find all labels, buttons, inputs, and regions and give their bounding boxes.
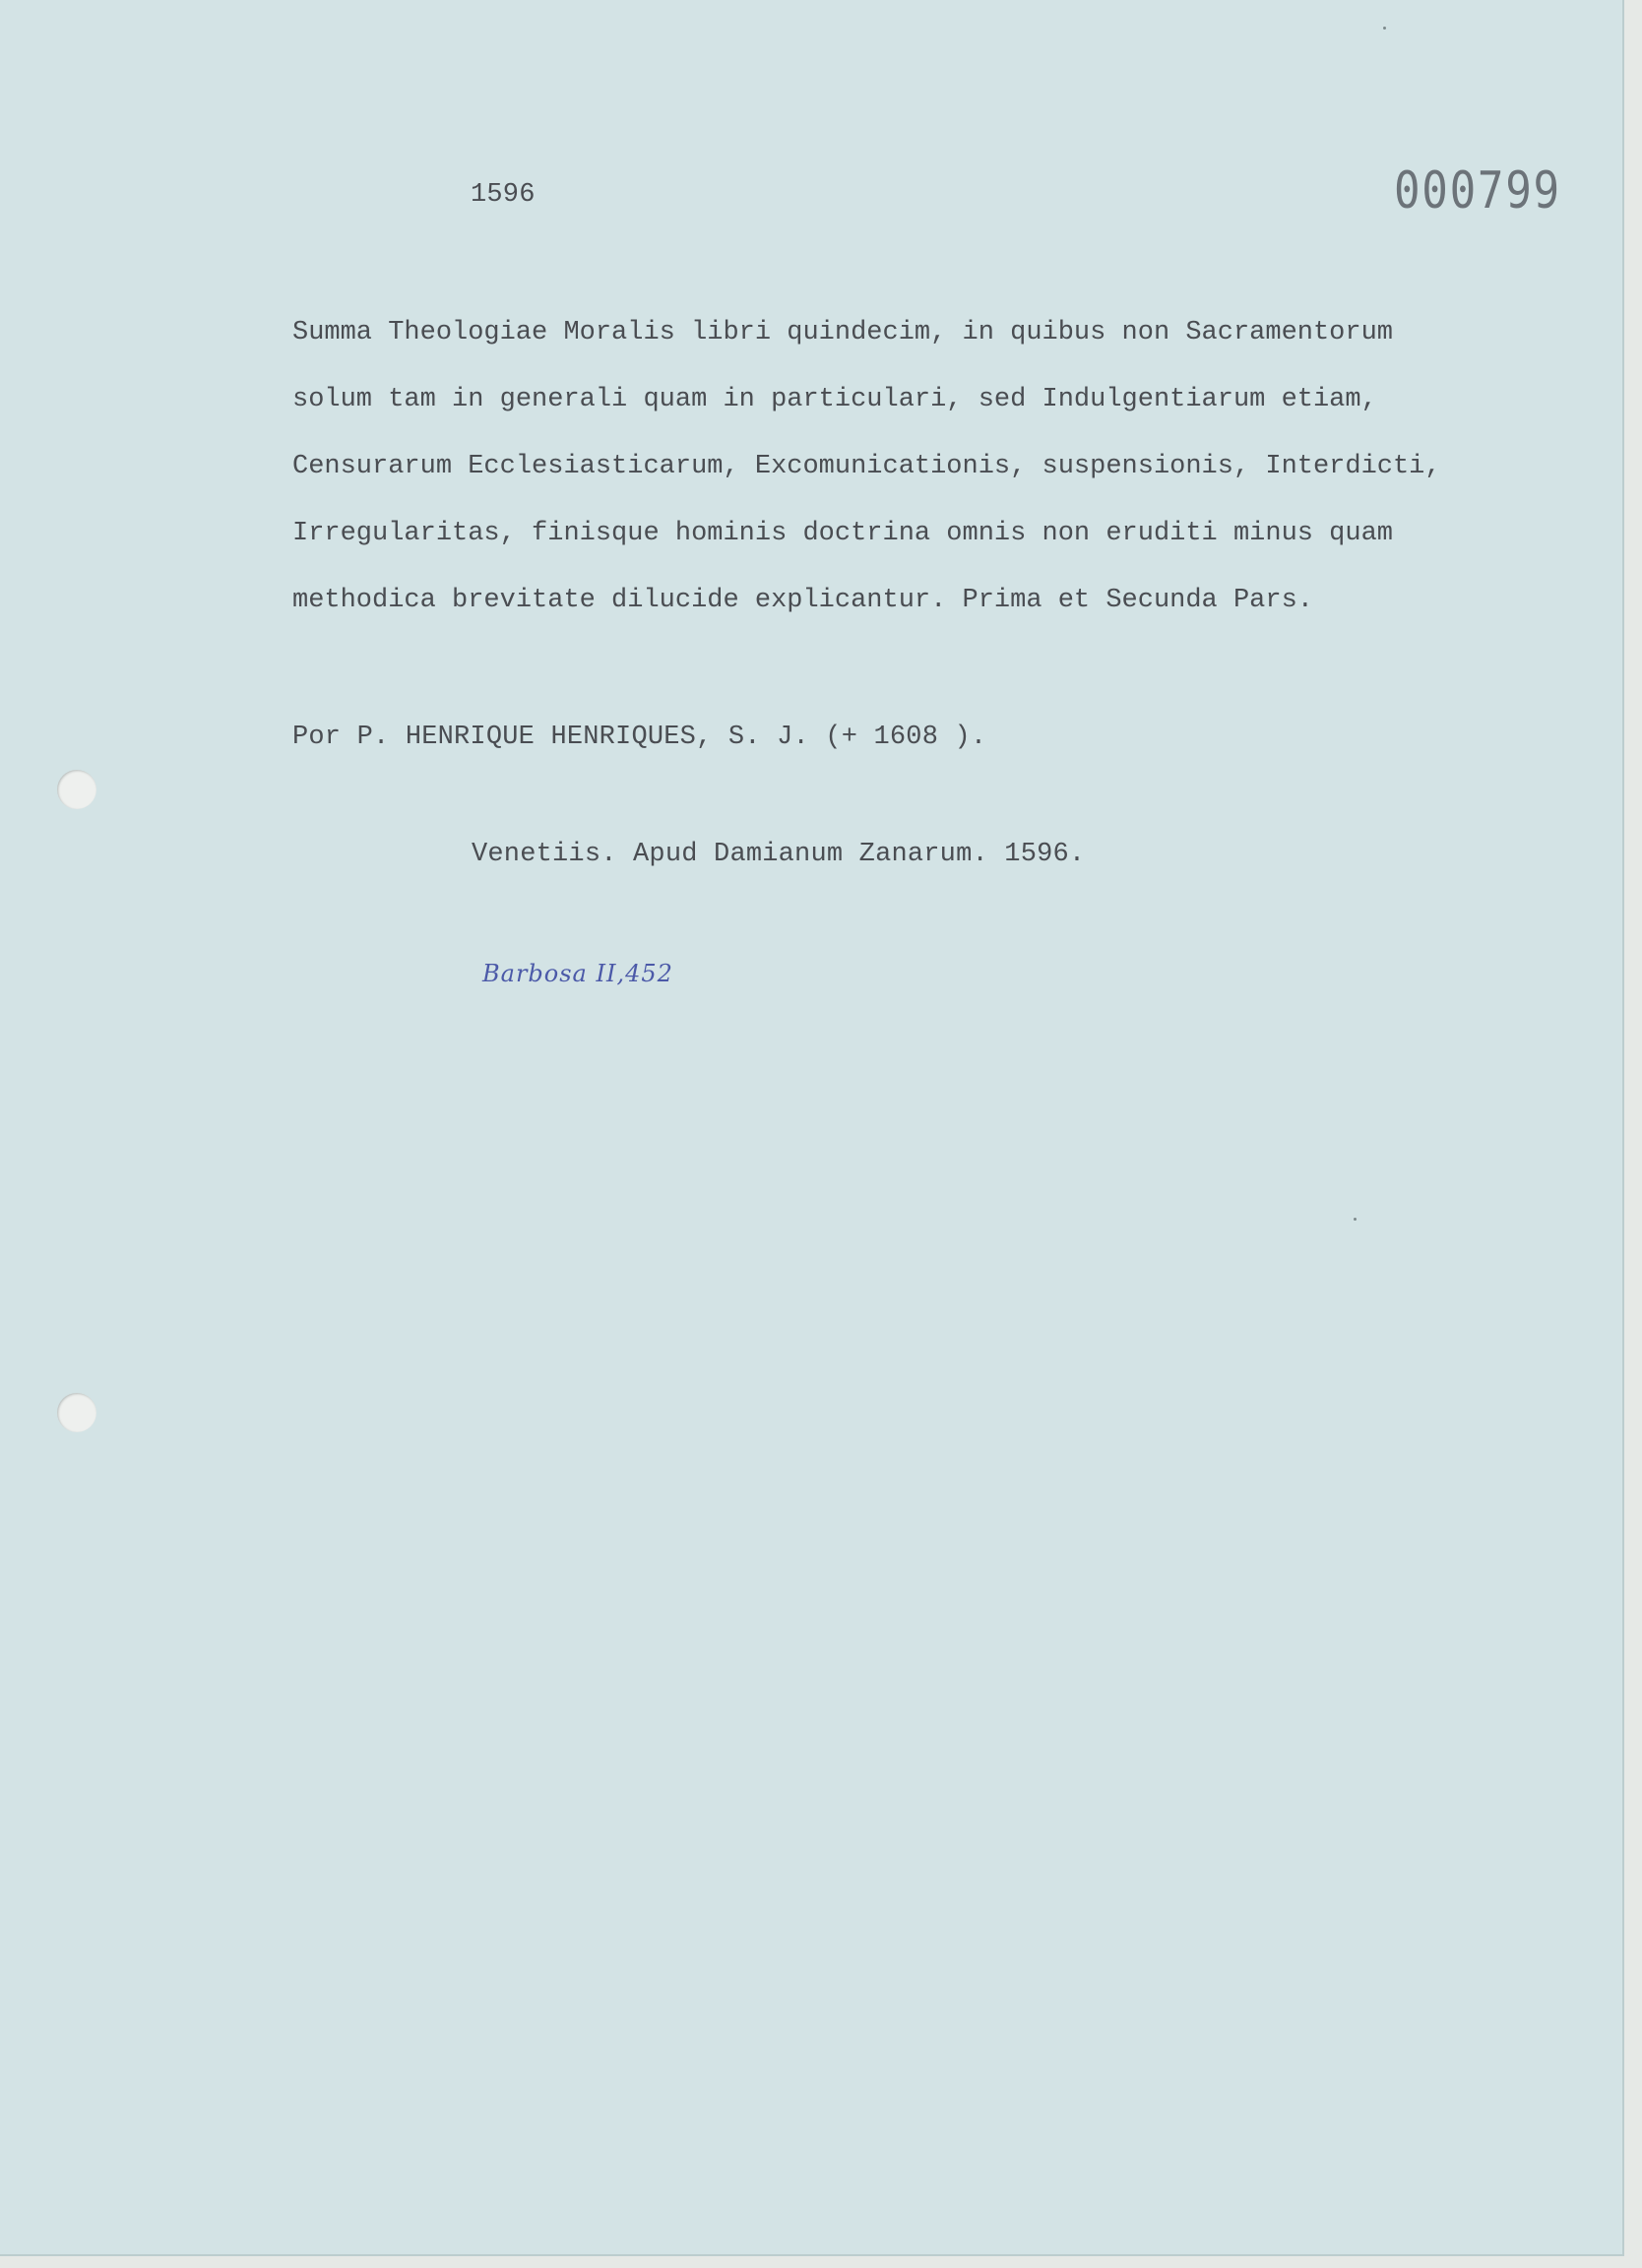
year-heading: 1596: [471, 180, 536, 210]
punch-hole: [57, 1393, 96, 1432]
title-line: Censurarum Ecclesiasticarum, Excomunicationis, suspensionis, Interdicti,: [292, 452, 1441, 481]
title-line: solum tam in generali quam in particulari, sed Indulgentiarum etiam,: [292, 385, 1377, 414]
title-line: Summa Theologiae Moralis libri quindecim, in quibus non Sacramentorum: [292, 318, 1393, 347]
paper-speck: [1383, 27, 1386, 30]
paper-edge-right: [1624, 0, 1642, 2268]
title-line: methodica brevitate dilucide explicantur. Prima et Secunda Pars.: [292, 586, 1313, 615]
title-block: [292, 313, 1441, 648]
paper-edge-bottom: [0, 2256, 1642, 2268]
stamp-number: 000799: [1394, 161, 1561, 220]
author-line: Por P. HENRIQUE HENRIQUES, S. J. (+ 1608 ).: [292, 723, 987, 752]
handwritten-note: Barbosa II,452: [482, 960, 673, 987]
punch-hole: [57, 770, 96, 809]
title-line: Irregularitas, finisque hominis doctrina omnis non eruditi minus quam: [292, 519, 1393, 548]
imprint-line: Venetiis. Apud Damianum Zanarum. 1596.: [472, 840, 1086, 869]
paper-speck: [1354, 1218, 1357, 1221]
